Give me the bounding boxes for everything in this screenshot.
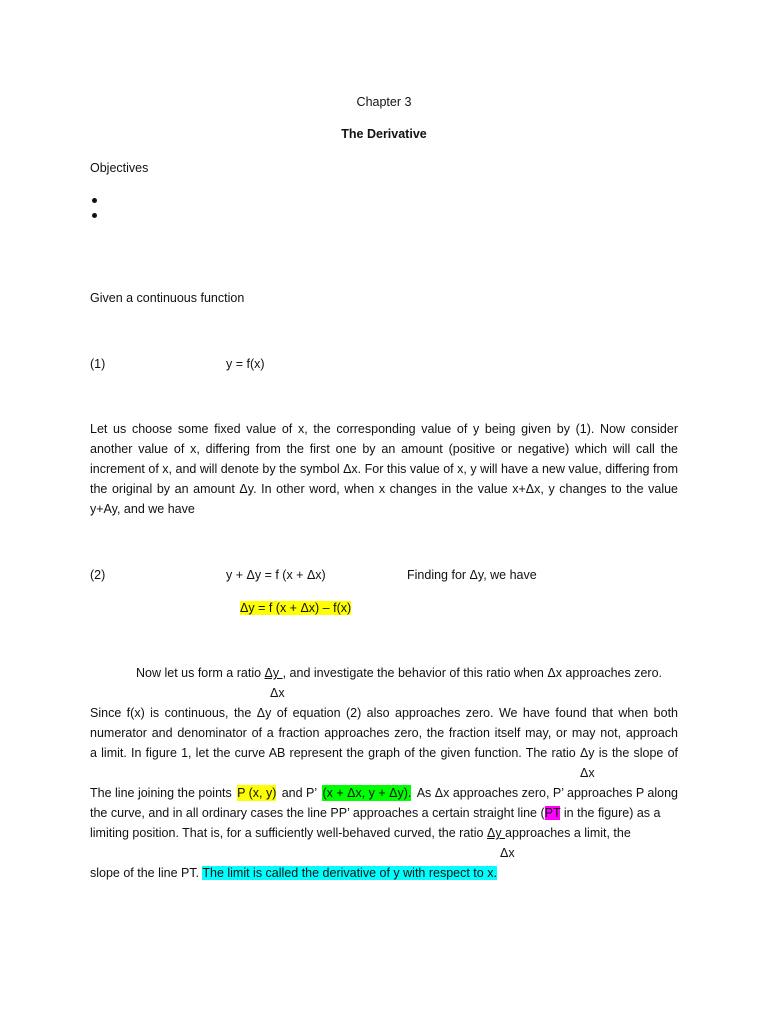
line5-end: in the figure) as a: [563, 806, 661, 820]
para2-line-4: [90, 785, 678, 801]
equation-1: y = f(x): [226, 357, 265, 371]
line4-part-a: The line joining the points: [90, 786, 232, 800]
ratio-line-after: , and investigate the behavior of this ratio when Δx approaches zero.: [282, 666, 663, 680]
objectives-heading: Objectives: [90, 161, 149, 175]
ratio-line-before: Now let us form a ratio: [136, 666, 262, 680]
derivative-definition-highlight: The limit is called the derivative of y with respect to x.: [202, 866, 497, 880]
objective-bullet-1: [90, 195, 100, 205]
paragraph-increment: Let us choose some fixed value of x, the corresponding value of y being given by (1). Now consider another value of x, differing from the first one by an amount (positive or negative) which will call the increment of x, and will denote by the symbol Δx. For this value of x, y will have a new value, differing from the original by an amount Δy. In other word, when x changes in the value x+Δx, y changes to the value y+Ay, and we have: [90, 422, 678, 516]
point-p-highlight: P (x, y): [237, 786, 277, 800]
point-p-prime-highlight: (x + Δx, y + Δy).: [322, 786, 412, 800]
equation-1-number: (1): [90, 357, 106, 371]
delta-y-highlight: Δy = f (x + Δx) – f(x): [240, 601, 352, 615]
chapter-title: The Derivative: [341, 127, 427, 141]
equation-2-number: (2): [90, 568, 106, 582]
para2-line-1: Since f(x) is continuous, the Δy of equation (2) also approaches zero. We have found that when both: [90, 706, 678, 720]
delta-y-equation: [240, 600, 351, 616]
line6-numerator: Δy: [486, 826, 506, 840]
intro-text: Given a continuous function: [90, 291, 245, 305]
para2-line-5: [90, 805, 678, 821]
equation-2: y + Δy = f (x + Δx): [226, 568, 326, 582]
limit-denominator: Δx: [500, 846, 515, 860]
line4-part-b: and P’: [281, 786, 318, 800]
chapter-label: Chapter 3: [356, 95, 412, 109]
ratio-numerator: Δy: [264, 666, 283, 680]
line6-part-a: limiting position. That is, for a sufficiently well-behaved curved, the ratio: [90, 826, 484, 840]
line4-part-c: As Δx approaches zero, P’ approaches P along: [416, 786, 678, 800]
ratio-denominator: Δx: [270, 686, 285, 700]
para2-line-6: [90, 825, 631, 841]
para2-line-2: numerator and denominator of a fraction approaches zero, the fraction itself may, or may not, approach: [90, 726, 678, 740]
equation-2-note: Finding for Δy, we have: [407, 568, 537, 582]
ratio-line: [136, 665, 662, 681]
line5-text: the curve, and in all ordinary cases the line PP’ approaches a certain straight line (: [90, 806, 545, 820]
line7-text: slope of the line PT.: [90, 866, 200, 880]
pt-highlight: PT: [544, 806, 561, 820]
line6-part-b: approaches a limit, the: [505, 826, 631, 840]
para2-line-3: a limit. In figure 1, let the curve AB represent the graph of the given function. The ratio Δy is the slope of: [90, 746, 678, 760]
para2-line-7: [90, 865, 497, 881]
objective-bullet-2: [90, 210, 100, 220]
slope-denominator: Δx: [580, 766, 595, 780]
